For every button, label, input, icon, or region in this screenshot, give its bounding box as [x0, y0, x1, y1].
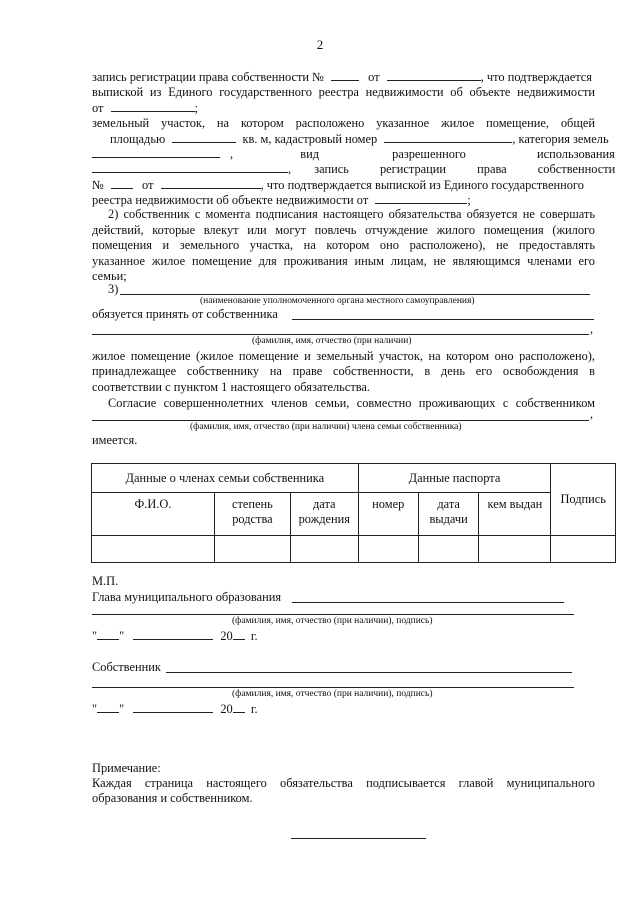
table-col-header: дата выдачи — [418, 493, 478, 536]
text-line: указанное жилое помещение для проживания иным лицам, не являющимся членами его — [92, 254, 595, 268]
text-line: Согласие совершеннолетних членов семьи, совместно проживающих с собственником — [108, 396, 595, 410]
caption-family: (фамилия, имя, отчество (при наличии) члена семьи собственника) — [190, 422, 462, 432]
family-name-line — [92, 420, 589, 421]
table-cell[interactable] — [290, 536, 358, 563]
family-members-table — [91, 463, 616, 563]
caption-sign: (фамилия, имя, отчество (при наличии), подпись) — [232, 689, 433, 699]
text-line: земельный участок, на котором расположено указанное жилое помещение, общей — [92, 116, 595, 130]
text-line: от ; — [92, 101, 199, 115]
owner-label: Собственник — [92, 660, 161, 674]
page-number: 2 — [316, 37, 324, 52]
text-line: № от , что подтверждается выпиской из Единого государственного — [92, 178, 584, 192]
text-line: , вид разрешенного использования — [92, 146, 595, 162]
owner-name-line-sign — [166, 672, 572, 673]
text-line: имеется. — [92, 433, 138, 447]
table-col-header: номер — [358, 493, 418, 536]
head-label: Глава муниципального образования — [92, 590, 282, 604]
text-line: семьи; — [92, 269, 127, 283]
table-cell[interactable] — [214, 536, 290, 563]
table-group-header: Данные паспорта — [358, 464, 551, 493]
table-row — [92, 536, 616, 563]
table-cell[interactable] — [92, 536, 215, 563]
table-cell[interactable] — [358, 536, 418, 563]
date-line: " " 20 г. — [92, 702, 258, 716]
text-line: , запись регистрации права собственности — [92, 161, 595, 177]
note-title: Примечание: — [92, 761, 161, 775]
stamp-place-label: М.П. — [92, 574, 119, 588]
table-group-header-row — [92, 464, 616, 493]
table-group-header: Подпись — [551, 464, 616, 536]
text-line: действий, которые влекут или могут повлечь отчуждение жилого помещения (жилого — [92, 223, 595, 237]
text-line: , — [590, 407, 594, 421]
caption-organ: (наименование уполномоченного органа местного самоуправления) — [200, 296, 475, 306]
table-cell[interactable] — [418, 536, 478, 563]
note-text: Каждая страница настоящего обязательства подписывается главой муниципального — [92, 776, 595, 790]
caption-fio: (фамилия, имя, отчество (при наличии) — [252, 336, 412, 346]
text-line: реестра недвижимости об объекте недвижимости от ; — [92, 193, 471, 207]
text-line: принадлежащее собственнику на праве собственности, в день его освобождения в — [92, 364, 595, 378]
text-line: площадью кв. м, кадастровый номер , категория земель — [110, 132, 609, 146]
date-line: " " 20 г. — [92, 629, 258, 643]
table-cell[interactable] — [479, 536, 551, 563]
text-line: 2) собственник с момента подписания настоящего обязательства обязуется не совершать — [108, 207, 595, 221]
text-line: обязуется принять от собственника — [92, 307, 278, 321]
text-line: соответствии с пунктом 1 настоящего обязательства. — [92, 380, 371, 394]
table-col-header: Ф.И.О. — [92, 493, 215, 536]
text-line: помещения и земельного участка, на котором оно расположено), не предоставлять — [92, 238, 595, 252]
table-cell[interactable] — [551, 536, 616, 563]
table-col-header: кем выдан — [479, 493, 551, 536]
text-line: выпиской из Единого государственного реестра недвижимости об объекте недвижимости — [92, 85, 595, 99]
text-line: , — [590, 322, 594, 336]
head-sign-line — [92, 614, 574, 615]
table-col-header: степень родства — [214, 493, 290, 536]
text-line: запись регистрации права собственности № от , что подтверждается — [92, 70, 592, 84]
note-text: образования и собственником. — [92, 791, 253, 805]
end-separator — [291, 838, 426, 839]
owner-sign-line — [92, 687, 574, 688]
table-header-row — [92, 493, 616, 536]
table-group-header: Данные о членах семьи собственника — [92, 464, 359, 493]
head-name-line — [292, 602, 564, 603]
owner-name-line-2 — [92, 334, 589, 335]
organ-name-line — [120, 294, 590, 295]
owner-name-line — [292, 319, 594, 320]
text-line: жилое помещение (жилое помещение и земельный участок, на котором оно расположено), — [92, 349, 595, 363]
table-col-header: дата рождения — [290, 493, 358, 536]
text-line: 3) — [108, 282, 119, 296]
caption-sign: (фамилия, имя, отчество (при наличии), подпись) — [232, 616, 433, 626]
